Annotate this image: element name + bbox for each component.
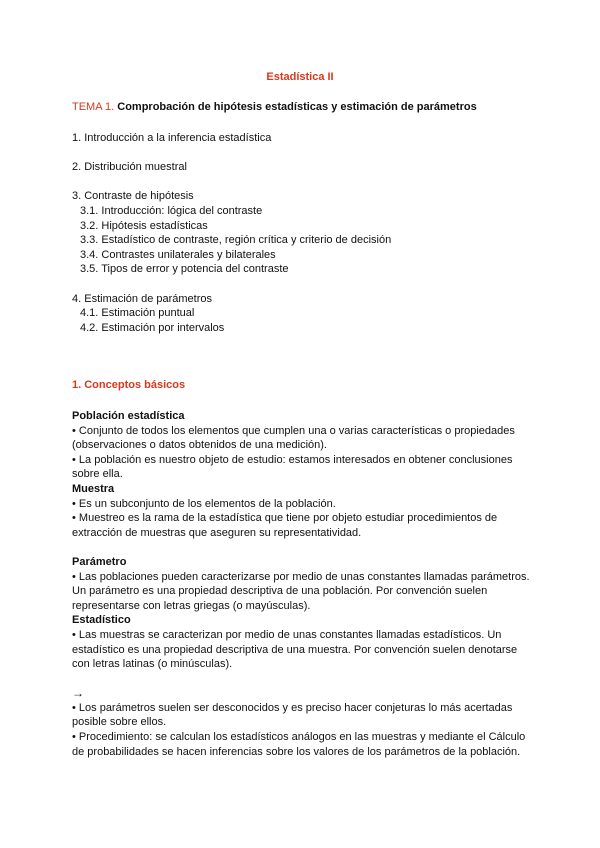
toc-group-3 [72,189,552,277]
tema-title: Comprobación de hipótesis estadísticas y estimación de parámetros [117,101,477,113]
toc-group-4 [72,292,552,336]
toc-subitem: 3.3. Estadístico de contraste, región crítica y criterio de decisión [80,234,392,247]
toc-subitem: 4.2. Estimación por intervalos [80,321,225,334]
toc-item: 1. Introducción a la inferencia estadística [72,132,272,144]
toc-item: 4. Estimación de parámetros [72,292,213,305]
bullet-paragraph: • Es un subconjunto de los elementos de la población. [72,497,336,510]
bullet-paragraph: • Los parámetros suelen ser desconocidos y es preciso hacer conjeturas lo más acertadas posible sobre ellos. [72,701,513,729]
poblacion-heading: Población estadística [72,410,185,422]
toc-subitem: 3.4. Contrastes unilaterales y bilaterales [80,248,276,261]
bullet-paragraph: • Las muestras se caracterizan por medio de unas constantes llamadas estadísticos. Un estadístico es una propiedad descriptiva de una muestra. Por convención suelen denotarse con letras latinas (o minúsculas). [72,628,518,671]
toc-subitem: 3.2. Hipótesis estadísticas [80,219,208,232]
toc-subitem: 3.5. Tipos de error y potencia del contraste [80,263,289,276]
table-of-contents [72,131,552,350]
arrow-icon: → [72,686,84,701]
section-body [72,409,530,759]
tema-label: TEMA 1. [72,101,115,113]
spacer [72,540,530,555]
toc-item: 3. Contraste de hipótesis [72,190,194,203]
parametro-heading: Parámetro [72,555,127,568]
bullet-paragraph: • Procedimiento: se calculan los estadísticos análogos en las muestras y mediante el Cálculo de probabilidades se hacen inferencias sobre los valores de los parámetros de la población. [72,731,526,758]
toc-subitem: 3.1. Introducción: lógica del contraste [80,204,263,217]
tema-heading [72,100,572,115]
section-heading: 1. Conceptos básicos [72,379,186,391]
toc-group-1 [72,131,552,146]
toc-group-2 [72,160,552,175]
bullet-paragraph: • La población es nuestro objeto de estudio: estamos interesados en obtener conclusiones sobre ella. [72,453,513,481]
bullet-paragraph: • Conjunto de todos los elementos que cumplen una o varias características o propiedades (observaciones o datos obtenidos de una medición). [72,424,515,452]
toc-item: 2. Distribución muestral [72,161,187,174]
toc-subitem: 4.1. Estimación puntual [80,307,195,320]
bullet-paragraph: • Las poblaciones pueden caracterizarse por medio de unas constantes llamadas parámetros. Un parámetro es una propiedad descriptiva de una población. Por convención suelen representarse con letras griegas (o mayúsculas). [72,570,530,612]
estadistico-heading: Estadístico [72,614,131,627]
muestra-heading: Muestra [72,482,115,495]
bullet-paragraph: • Muestreo es la rama de la estadística que tiene por objeto estudiar procedimientos de extracción de muestras que aseguren su representatividad. [72,512,498,539]
document-title: Estadística II [266,71,334,83]
spacer [72,672,530,687]
